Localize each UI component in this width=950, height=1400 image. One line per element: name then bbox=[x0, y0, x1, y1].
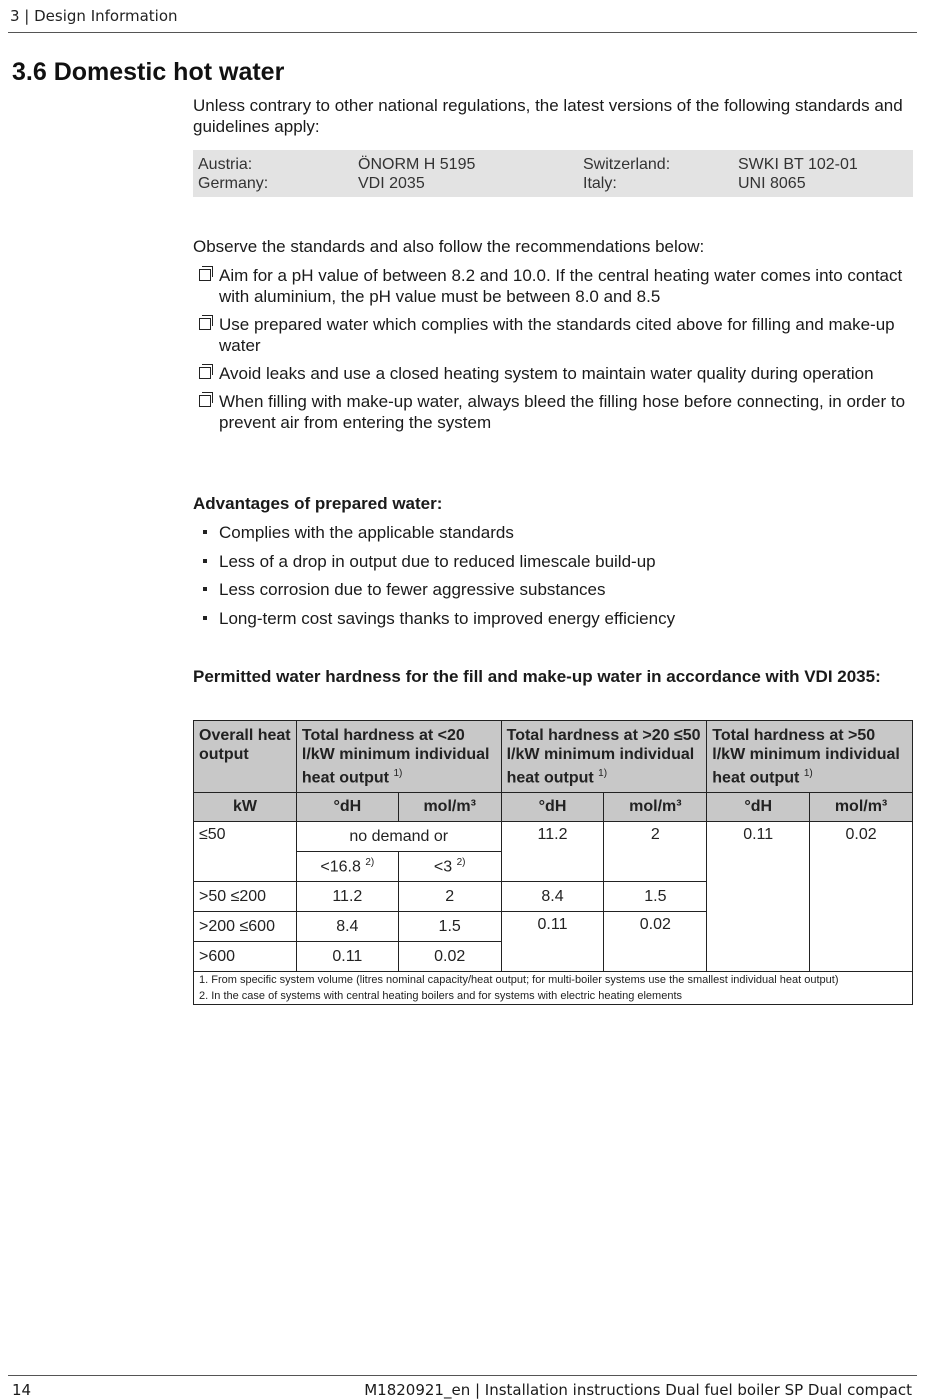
country-label: Switzerland: bbox=[583, 156, 671, 173]
table-cell: >50 ≤200 bbox=[194, 882, 297, 912]
unit-header: kW bbox=[194, 793, 297, 822]
recommendation-list bbox=[193, 265, 913, 440]
column-header: Total hardness at >20 ≤50 l/kW minimum individual heat output $^{1)}$ bbox=[501, 721, 707, 793]
table-row bbox=[194, 822, 913, 852]
footnote-row bbox=[194, 972, 913, 989]
bullet-icon bbox=[203, 559, 207, 563]
unit-row bbox=[194, 793, 913, 822]
table-cell: <3 $^{2)}$ bbox=[398, 852, 501, 882]
column-header: Overall heat output bbox=[194, 721, 297, 793]
table-cell: 0.11 bbox=[707, 822, 810, 972]
page-number: 14 bbox=[12, 1381, 32, 1399]
table-cell: 11.2 bbox=[296, 882, 398, 912]
advantage-text: Long-term cost savings thanks to improved energy efficiency bbox=[219, 608, 676, 628]
standard-name: UNI 8065 bbox=[738, 175, 806, 192]
list-item bbox=[193, 551, 913, 572]
footnote: 2. In the case of systems with central heating boilers and for systems with electric heating elements bbox=[194, 988, 913, 1005]
advantages-list bbox=[193, 522, 913, 636]
table-cell: 1.5 bbox=[398, 912, 501, 942]
checkbox-icon bbox=[199, 367, 211, 379]
table-cell: >200 ≤600 bbox=[194, 912, 297, 942]
standard-name: ÖNORM H 5195 bbox=[358, 156, 476, 173]
advantage-text: Complies with the applicable standards bbox=[219, 523, 514, 542]
table-cell: 0.11 bbox=[296, 942, 398, 972]
table-cell: >600 bbox=[194, 942, 297, 972]
list-item bbox=[193, 522, 913, 543]
table-cell: 2 bbox=[398, 882, 501, 912]
unit-header: °dH bbox=[501, 793, 604, 822]
table-header-row bbox=[194, 721, 913, 793]
recommendation-text: Use prepared water which complies with the standards cited above for filling and make-up water bbox=[219, 315, 895, 355]
page-header: 3 | Design Information bbox=[10, 7, 178, 25]
hardness-heading: Permitted water hardness for the fill and make-up water in accordance with VDI 2035: bbox=[193, 667, 881, 686]
standard-name: VDI 2035 bbox=[358, 175, 425, 192]
standards-row bbox=[193, 150, 913, 174]
list-item bbox=[193, 579, 913, 600]
table-cell: 2 bbox=[604, 822, 707, 882]
country-label: Italy: bbox=[583, 175, 617, 192]
list-item bbox=[193, 363, 913, 384]
advantage-text: Less of a drop in output due to reduced limescale build-up bbox=[219, 551, 656, 571]
observe-paragraph: Observe the standards and also follow the recommendations below: bbox=[193, 237, 705, 256]
column-header: Total hardness at >50 l/kW minimum individual heat output $^{1)}$ bbox=[707, 721, 913, 793]
checkbox-icon bbox=[199, 269, 211, 281]
footer-divider bbox=[8, 1375, 917, 1376]
bullet-icon bbox=[203, 616, 207, 620]
standards-box bbox=[193, 150, 913, 197]
country-label: Austria: bbox=[198, 156, 253, 173]
header-divider bbox=[8, 32, 917, 33]
table-cell: 0.02 bbox=[604, 912, 707, 972]
table-cell: 8.4 bbox=[296, 912, 398, 942]
country-label: Germany: bbox=[198, 175, 269, 192]
document-reference: M1820921_en | Installation instructions Dual fuel boiler SP Dual compact bbox=[364, 1381, 912, 1399]
unit-header: °dH bbox=[707, 793, 810, 822]
list-item bbox=[193, 608, 913, 629]
bullet-icon bbox=[203, 530, 207, 534]
section-title: 3.6 Domestic hot water bbox=[12, 58, 285, 86]
footnote-row bbox=[194, 988, 913, 1005]
table-cell: no demand or bbox=[296, 822, 501, 852]
list-item bbox=[193, 265, 913, 307]
checkbox-icon bbox=[199, 318, 211, 330]
footnote: 1. From specific system volume (litres nominal capacity/heat output; for multi-boiler systems use the smallest individual heat output) bbox=[194, 972, 913, 989]
unit-header: °dH bbox=[296, 793, 398, 822]
table-cell: <16.8 $^{2)}$ bbox=[296, 852, 398, 882]
table-cell: ≤50 bbox=[194, 822, 297, 882]
unit-header: mol/m³ bbox=[810, 793, 913, 822]
recommendation-text: When filling with make-up water, always bleed the filling hose before connecting, in order to prevent air from entering the system bbox=[219, 392, 906, 432]
list-item bbox=[193, 391, 913, 433]
list-item bbox=[193, 314, 913, 356]
advantage-text: Less corrosion due to fewer aggressive substances bbox=[219, 580, 606, 600]
unit-header: mol/m³ bbox=[398, 793, 501, 822]
standard-name: SWKI BT 102-01 bbox=[738, 156, 858, 173]
recommendation-text: Avoid leaks and use a closed heating system to maintain water quality during operation bbox=[219, 364, 874, 383]
table-cell: 8.4 bbox=[501, 882, 604, 912]
hardness-table bbox=[193, 720, 913, 1005]
bullet-icon bbox=[203, 587, 207, 591]
table-cell: 1.5 bbox=[604, 882, 707, 912]
checkbox-icon bbox=[199, 395, 211, 407]
table-cell: 0.02 bbox=[398, 942, 501, 972]
table-cell: 11.2 bbox=[501, 822, 604, 882]
unit-header: mol/m³ bbox=[604, 793, 707, 822]
table-cell: 0.02 bbox=[810, 822, 913, 972]
advantages-heading: Advantages of prepared water: bbox=[193, 494, 443, 513]
column-header: Total hardness at <20 l/kW minimum individual heat output $^{1)}$ bbox=[296, 721, 501, 793]
intro-paragraph: Unless contrary to other national regulations, the latest versions of the following standards and guidelines apply: bbox=[193, 96, 903, 136]
table-cell: 0.11 bbox=[501, 912, 604, 972]
recommendation-text: Aim for a pH value of between 8.2 and 10.0. If the central heating water comes into contact with aluminium, the pH value must be between 8.0 and 8.5 bbox=[219, 266, 903, 306]
standards-row bbox=[193, 174, 913, 193]
